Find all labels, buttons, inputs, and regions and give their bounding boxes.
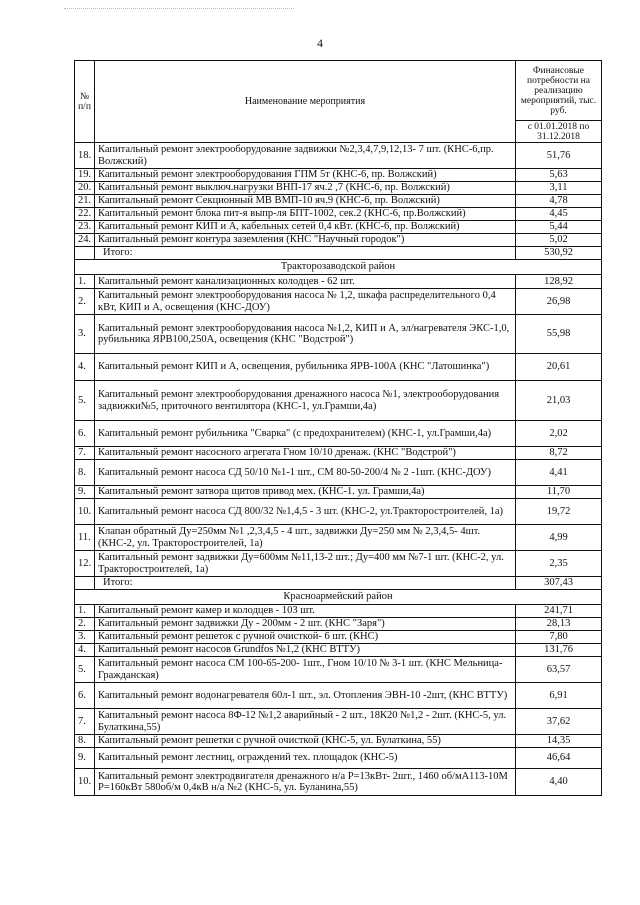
table-row — [75, 709, 602, 735]
row-sum: 8,72 — [516, 447, 602, 460]
row-number: 8. — [75, 735, 95, 748]
table-row — [75, 182, 602, 195]
row-name: Капитальный ремонт КИП и А, кабельных сетей 0,4 кВт. (КНС-6, пр. Волжский) — [95, 221, 516, 234]
row-name: Капитальный ремонт насосного агрегата Гном 10/10 дренаж. (КНС "Водстрой") — [95, 447, 516, 460]
table-row — [75, 208, 602, 221]
table-row — [75, 605, 602, 618]
row-name: Капитальный ремонт камер и колодцев - 103 шт. — [95, 605, 516, 618]
table-row — [75, 499, 602, 525]
row-name: Капитальный ремонт блока пит-я выпр-ля БПТ-1002, сек.2 (КНС-6, пр.Волжский) — [95, 208, 516, 221]
total-sum: 530,92 — [516, 247, 602, 260]
row-sum: 4,41 — [516, 460, 602, 486]
table-row — [75, 460, 602, 486]
row-name: Капитальный ремонт водонагревателя 60л-1 шт., эл. Отопления ЭВН-10 -2шт, (КНС ВТТУ) — [95, 683, 516, 709]
row-name: Капитальный ремонт насоса 8Ф-12 №1,2 аварийный - 2 шт., 18К20 №1,2 - 2шт. (КНС-5, ул. Булаткина,55) — [95, 709, 516, 735]
row-sum: 4,99 — [516, 525, 602, 551]
total-row — [75, 247, 602, 260]
table-row — [75, 486, 602, 499]
header-financing: Финансовые потребности на реализацию мероприятий, тыс. руб. — [516, 61, 602, 121]
row-sum: 21,03 — [516, 381, 602, 421]
row-sum: 11,70 — [516, 486, 602, 499]
table-body — [75, 143, 602, 796]
row-number: 9. — [75, 486, 95, 499]
row-name: Капитальный ремонт затвора щитов привод мех. (КНС-1. ул. Грамши,4а) — [95, 486, 516, 499]
table-row — [75, 631, 602, 644]
row-name: Капитальный ремонт электрооборудования дренажного насоса №1, электрооборудования задвижки№5, приточного вентилятора (КНС-1, ул.Грамши,4а) — [95, 381, 516, 421]
row-name: Капитальный ремонт насосов Grundfos №1,2 (КНС ВТТУ) — [95, 644, 516, 657]
row-number: 7. — [75, 709, 95, 735]
row-sum: 2,35 — [516, 551, 602, 577]
section-title: Тракторозаводской район — [75, 260, 602, 275]
row-number: 8. — [75, 460, 95, 486]
row-name: Капитальный ремонт решетки с ручной очисткой (КНС-5, ул. Булаткина, 55) — [95, 735, 516, 748]
row-sum: 14,35 — [516, 735, 602, 748]
table-row — [75, 735, 602, 748]
row-sum: 2,02 — [516, 421, 602, 447]
section-row — [75, 590, 602, 605]
row-name: Капитальный ремонт электродвигателя дренажного н/а Р=13кВт- 2шт., 1460 об/мА113-10М Р=160кВт 580об/м 0,4кВ н/а №2 (КНС-5, ул. Буланина,55) — [95, 769, 516, 796]
row-number: 2. — [75, 289, 95, 315]
row-number: 2. — [75, 618, 95, 631]
row-name: Капитальный ремонт рубильника "Сварка" (с предохранителем) (КНС-1, ул.Грамши,4а) — [95, 421, 516, 447]
row-number: 6. — [75, 421, 95, 447]
row-number: 21. — [75, 195, 95, 208]
row-sum: 7,80 — [516, 631, 602, 644]
scan-artifact — [64, 8, 294, 13]
total-label: Итого: — [95, 247, 516, 260]
header-period: с 01.01.2018 по 31.12.2018 — [516, 121, 602, 143]
row-name: Капитальный ремонт решеток с ручной очисткой- 6 шт. (КНС) — [95, 631, 516, 644]
row-sum: 55,98 — [516, 315, 602, 354]
row-sum: 5,02 — [516, 234, 602, 247]
row-name: Капитальный ремонт задвижки Ду - 200мм - 2 шт. (КНС "Заря") — [95, 618, 516, 631]
row-number: 18. — [75, 143, 95, 169]
row-number: 5. — [75, 657, 95, 683]
header-number: № п/п — [75, 61, 95, 143]
row-number: 3. — [75, 315, 95, 354]
table-row — [75, 354, 602, 381]
row-number: 7. — [75, 447, 95, 460]
row-number: 1. — [75, 275, 95, 289]
page-number: 4 — [317, 36, 323, 50]
row-name: Капитальный ремонт канализационных колодцев - 62 шт. — [95, 275, 516, 289]
row-number: 6. — [75, 683, 95, 709]
row-sum: 131,76 — [516, 644, 602, 657]
row-number: 22. — [75, 208, 95, 221]
row-number: 11. — [75, 525, 95, 551]
row-number: 3. — [75, 631, 95, 644]
table-row — [75, 421, 602, 447]
table-header — [75, 61, 602, 143]
row-sum: 241,71 — [516, 605, 602, 618]
row-number: 4. — [75, 354, 95, 381]
row-name: Капитальный ремонт насоса СМ 100-65-200- 1шт., Гном 10/10 № 3-1 шт. (КНС Мельница-Гражданская) — [95, 657, 516, 683]
table-row — [75, 683, 602, 709]
total-label: Итого: — [95, 577, 516, 590]
row-name: Капитальный ремонт электрооборудования насоса №1,2, КИП и А, эл/нагревателя ЭКС-1,0, рубильника ЯРВ100,250А, освещения (КНС "Водстрой") — [95, 315, 516, 354]
row-sum: 5,44 — [516, 221, 602, 234]
row-name: Капитальный ремонт КИП и А, освещения, рубильника ЯРВ-100А (КНС "Латошинка") — [95, 354, 516, 381]
row-sum: 5,63 — [516, 169, 602, 182]
total-row — [75, 577, 602, 590]
row-sum: 19,72 — [516, 499, 602, 525]
row-number: 12. — [75, 551, 95, 577]
row-sum: 4,40 — [516, 769, 602, 796]
table-row — [75, 618, 602, 631]
row-name: Капитальный ремонт Секционный МВ ВМП-10 яч.9 (КНС-6, пр. Волжский) — [95, 195, 516, 208]
row-sum: 4,78 — [516, 195, 602, 208]
row-number: 10. — [75, 769, 95, 796]
row-sum: 51,76 — [516, 143, 602, 169]
row-name: Капитальный ремонт электрооборудования насоса № 1,2, шкафа распределительного 0,4 кВт, КИП и А, освещения (КНС-ДОУ) — [95, 289, 516, 315]
table-row — [75, 644, 602, 657]
table-row — [75, 234, 602, 247]
section-row — [75, 260, 602, 275]
row-number: 24. — [75, 234, 95, 247]
header-name: Наименование мероприятия — [95, 61, 516, 143]
row-name: Капитальный ремонт лестниц, ограждений тех. площадок (КНС-5) — [95, 748, 516, 769]
row-number: 10. — [75, 499, 95, 525]
row-sum: 26,98 — [516, 289, 602, 315]
row-sum: 6,91 — [516, 683, 602, 709]
table-row — [75, 769, 602, 796]
measures-table — [74, 60, 602, 796]
row-number: 4. — [75, 644, 95, 657]
table-row — [75, 748, 602, 769]
row-sum: 28,13 — [516, 618, 602, 631]
row-name: Капитальный ремонт задвижки Ду=600мм №11,13-2 шт.; Ду=400 мм №7-1 шт. (КНС-2, ул. Тракторостроителей, 1а) — [95, 551, 516, 577]
row-name: Капитальный ремонт контура заземления (КНС "Научный городок") — [95, 234, 516, 247]
row-name: Капитальный ремонт насоса СД 800/32 №1,4,5 - 3 шт. (КНС-2, ул.Тракторостроителей, 1а) — [95, 499, 516, 525]
total-sum: 307,43 — [516, 577, 602, 590]
table-row — [75, 143, 602, 169]
row-number — [75, 247, 95, 260]
row-sum: 37,62 — [516, 709, 602, 735]
table-row — [75, 221, 602, 234]
table-row — [75, 657, 602, 683]
table-row — [75, 289, 602, 315]
row-number: 9. — [75, 748, 95, 769]
row-sum: 20,61 — [516, 354, 602, 381]
row-sum: 46,64 — [516, 748, 602, 769]
row-name: Капитальный ремонт электрооборудование задвижки №2,3,4,7,9,12,13- 7 шт. (КНС-6,пр. Волжский) — [95, 143, 516, 169]
table-row — [75, 275, 602, 289]
row-name: Клапан обратный Ду=250мм №1 ,2,3,4,5 - 4 шт., задвижки Ду=250 мм № 2,3,4,5- 4шт. (КНС-2, ул. Тракторостроителей, 1а) — [95, 525, 516, 551]
table-row — [75, 315, 602, 354]
row-name: Капитальный ремонт насоса СД 50/10 №1-1 шт., СМ 80-50-200/4 № 2 -1шт. (КНС-ДОУ) — [95, 460, 516, 486]
row-number: 1. — [75, 605, 95, 618]
row-number: 5. — [75, 381, 95, 421]
table-row — [75, 169, 602, 182]
row-number: 23. — [75, 221, 95, 234]
row-sum: 4,45 — [516, 208, 602, 221]
table-row — [75, 447, 602, 460]
row-name: Капитальный ремонт электрооборудования ГПМ 5т (КНС-6, пр. Волжский) — [95, 169, 516, 182]
row-number: 19. — [75, 169, 95, 182]
table-row — [75, 525, 602, 551]
row-sum: 3,11 — [516, 182, 602, 195]
table-row — [75, 551, 602, 577]
table-row — [75, 195, 602, 208]
table-row — [75, 381, 602, 421]
row-name: Капитальный ремонт выключ.нагрузки ВНП-17 яч.2 ,7 (КНС-6, пр. Волжский) — [95, 182, 516, 195]
row-sum: 63,57 — [516, 657, 602, 683]
row-sum: 128,92 — [516, 275, 602, 289]
row-number: 20. — [75, 182, 95, 195]
row-number — [75, 577, 95, 590]
section-title: Красноармейский район — [75, 590, 602, 605]
